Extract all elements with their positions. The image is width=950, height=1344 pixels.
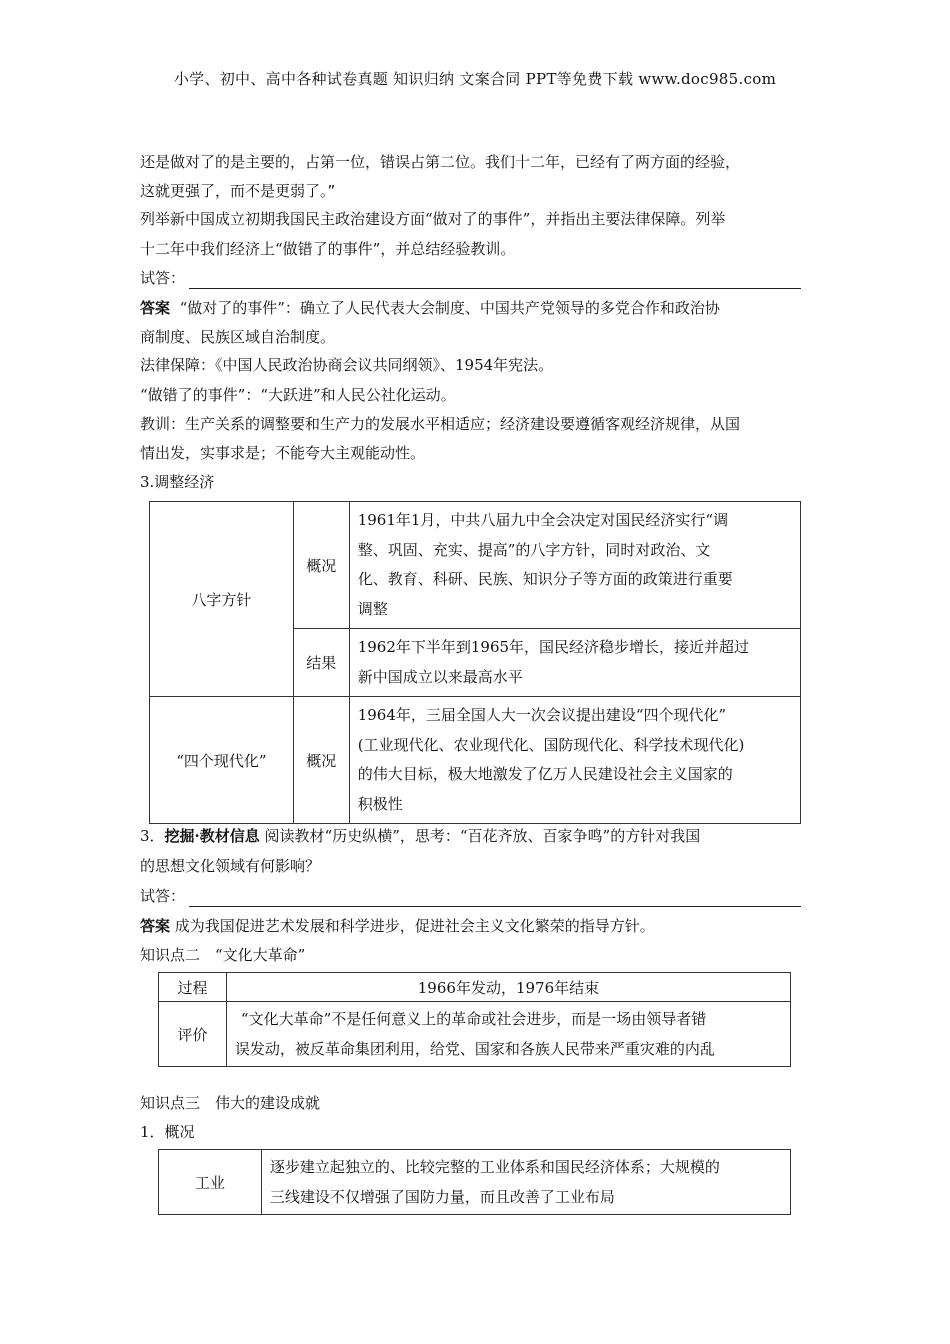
row-modern-label: 概况 — [293, 697, 349, 824]
knowledge3-title: 知识点三 伟大的建设成就 — [140, 1094, 321, 1112]
question1-line-1: 列举新中国成立初期我国民主政治建设方面“做对了的事件”，并指出主要法律保障。列举 — [140, 210, 726, 228]
answer1-line-2: 商制度、民族区域自治制度。 — [140, 328, 336, 346]
try-label-2: 试答： — [140, 887, 186, 905]
adjust-economy-table — [149, 501, 801, 824]
answer-blank-2[interactable] — [189, 892, 801, 907]
answer-blank[interactable] — [189, 274, 801, 289]
process-label: 过程 — [159, 973, 227, 1002]
question2-bold-label: 挖掘·教材信息 — [164, 827, 260, 845]
achievements-table — [158, 1149, 791, 1215]
evaluation-label: 评价 — [159, 1002, 227, 1067]
evaluation-content: “文化大革命”不是任何意义上的革命或社会进步，而是一场由领导者错 误发动，被反革命集团利用，给党、国家和各族人民带来严重灾难的内乱 — [226, 1002, 790, 1067]
quote-line-1: 还是做对了的是主要的，占第一位，错误占第二位。我们十二年，已经有了两方面的经验， — [140, 153, 741, 171]
answer1-line-6: 情出发，实事求是；不能夸大主观能动性。 — [140, 444, 426, 462]
process-value: 1966年发动，1976年结束 — [226, 973, 790, 1002]
answer-label: 答案 — [140, 299, 171, 317]
knowledge3-sub: 1．概况 — [140, 1123, 195, 1141]
answer1-line-5: 教训：生产关系的调整要和生产力的发展水平相适应；经济建设要遵循客观经济规律，从国 — [140, 415, 741, 433]
answer2-line: 答案 成为我国促进艺术发展和科学进步，促进社会主义文化繁荣的指导方针。 — [140, 917, 655, 935]
quote-line-2: 这就更强了，而不是更弱了。” — [140, 182, 336, 200]
answer1-line-1 — [140, 297, 720, 319]
group-eight-char: 八字方针 — [150, 502, 294, 697]
question2-line-2: 的思想文化领域有何影响？ — [140, 857, 321, 875]
cultural-revolution-table — [158, 972, 791, 1067]
row-result-content: 1962年下半年到1965年，国民经济稳步增长，接近并超过 新中国成立以来最高水平 — [349, 629, 800, 697]
try-label: 试答： — [140, 269, 186, 287]
question1-line-2: 十二年中我们经济上“做错了的事件”，并总结经验教训。 — [140, 240, 516, 258]
industry-label: 工业 — [159, 1150, 262, 1215]
answer1-line-4: “做错了的事件”：“大跃进”和人民公社化运动。 — [140, 386, 456, 404]
row-overview-label: 概况 — [293, 502, 349, 629]
answer1-text-1: “做对了的事件”：确立了人民代表大会制度、中国共产党领导的多党合作和政治协 — [179, 299, 720, 317]
answer2-label: 答案 — [140, 917, 171, 935]
question1-answer-row — [140, 267, 801, 289]
row-result-label: 结果 — [293, 629, 349, 697]
knowledge2-title: 知识点二 “文化大革命” — [140, 946, 306, 964]
industry-content: 逐步建立起独立的、比较完整的工业体系和国民经济体系；大规模的 三线建设不仅增强了国防力量，而且改善了工业布局 — [261, 1150, 790, 1215]
question2-answer-row — [140, 885, 801, 907]
answer1-line-3: 法律保障：《中国人民政治协商会议共同纲领》、1954年宪法。 — [140, 356, 554, 374]
row-modern-content: 1964年，三届全国人大一次会议提出建设“四个现代化” (工业现代化、农业现代化、国防现代化、科学技术现代化) 的伟大目标，极大地激发了亿万人民建设社会主义国家的 积极性 — [349, 697, 800, 824]
question2-line-1: 3．挖掘·教材信息 阅读教材“历史纵横”，思考：“百花齐放、百家争鸣”的方针对我国 — [140, 827, 701, 845]
group-four-modernizations: “四个现代化” — [150, 697, 294, 824]
page-header: 小学、初中、高中各种试卷真题 知识归纳 文案合同 PPT等免费下载 www.doc985.com — [173, 70, 777, 88]
section-adjust-title: 3.调整经济 — [140, 473, 215, 491]
row-overview-content: 1961年1月，中共八届九中全会决定对国民经济实行“调 整、巩固、充实、提高”的八字方针，同时对政治、文 化、教育、科研、民族、知识分子等方面的政策进行重要 调整 — [349, 502, 800, 629]
